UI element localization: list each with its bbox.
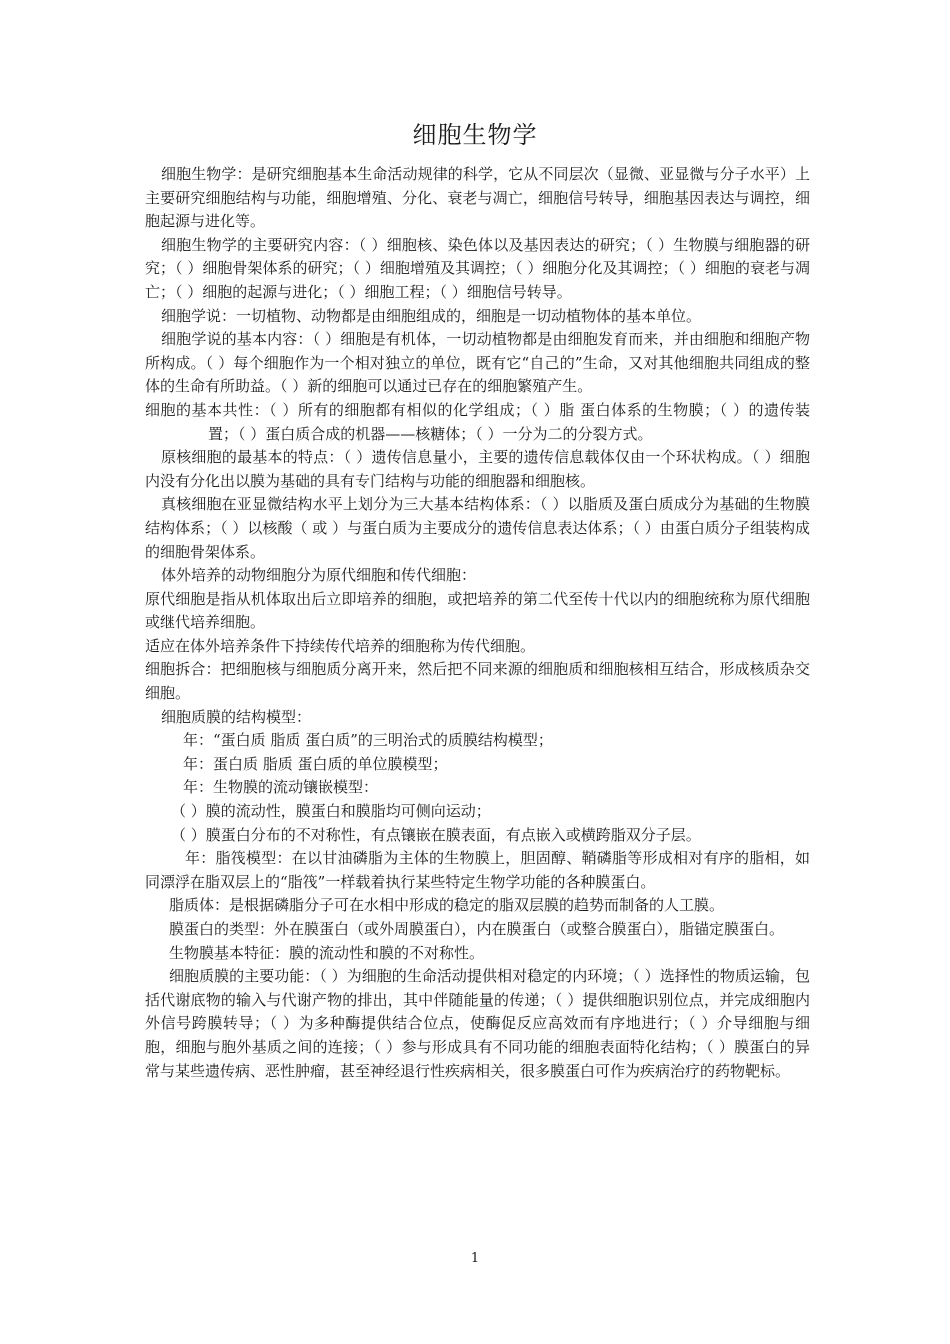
paragraph-membrane-models-heading: 细胞质膜的结构模型： xyxy=(161,707,312,726)
paragraph-primary-cells: 原代细胞是指从机体取出后立即培养的细胞，或把培养的第二代至传十代以内的细胞统称为原代细胞或继代培养细胞。 xyxy=(145,589,810,632)
list-item-unit-membrane-model: 年：蛋白质 脂质 蛋白质的单位膜模型； xyxy=(183,754,448,773)
paragraph-liposome: 脂质体：是根据磷脂分子可在水相中形成的稳定的脂双层膜的趋势而制备的人工膜。 xyxy=(169,896,725,915)
paragraph-common-features: 细胞的基本共性：（ ）所有的细胞都有相似的化学组成；（ ）脂 蛋白体系的生物膜；（ ）的遗传装置；（ ）蛋白质合成的机器——核糖体；（ ）一分为二的分裂方式。 xyxy=(145,400,810,443)
list-item-fluid-mosaic-model: 年：生物膜的流动镶嵌模型： xyxy=(183,778,379,797)
paragraph-cell-theory-contents: 细胞学说的基本内容：（ ）细胞是有机体，一切动植物都是由细胞发育而来，并由细胞和细胞产物所构成。（ ）每个细胞作为一个相对独立的单位，既有它“自己的”生命，又对其他细胞共同组成的整体的生命有所助益。（ ）新的细胞可以通过已存在的细胞繁殖产生。 xyxy=(145,330,810,396)
list-item-membrane-asymmetry: （ ）膜蛋白分布的不对称性，有点镶嵌在膜表面，有点嵌入或横跨脂双分子层。 xyxy=(171,825,701,844)
document-title: 细胞生物学 xyxy=(412,121,538,149)
paragraph-research-contents: 细胞生物学的主要研究内容：（ ）细胞核、染色体以及基因表达的研究；（ ）生物膜与细胞器的研究；（ ）细胞骨架体系的研究；（ ）细胞增殖及其调控；（ ）细胞分化及其调控；（ ）细胞的衰老与凋亡；（ ）细胞的起源与进化；（ ）细胞工程；（ ）细胞信号转导。 xyxy=(145,235,810,301)
paragraph-cultured-cells: 体外培养的动物细胞分为原代细胞和传代细胞： xyxy=(161,566,477,585)
list-item-membrane-fluidity: （ ）膜的流动性，膜蛋白和膜脂均可侧向运动； xyxy=(171,802,491,821)
document-body xyxy=(145,163,810,1083)
paragraph-eukaryote-systems: 真核细胞在亚显微结构水平上划分为三大基本结构体系：（ ）以脂质及蛋白质成分为基础的生物膜结构体系；（ ）以核酸（ 或 ）与蛋白质为主要成分的遗传信息表达体系；（ ）由蛋白质分子组装构成的细胞骨架体系。 xyxy=(145,495,810,561)
paragraph-membrane-characteristics: 生物膜基本特征：膜的流动性和膜的不对称性。 xyxy=(169,943,485,962)
paragraph-lipid-raft-model: 年：脂筏模型：在以甘油磷脂为主体的生物膜上，胆固醇、鞘磷脂等形成相对有序的脂相，如同漂浮在脂双层上的“脂筏”一样载着执行某些特定生物学功能的各种膜蛋白。 xyxy=(145,849,810,891)
paragraph-cell-biology-definition: 细胞生物学：是研究细胞基本生命活动规律的科学，它从不同层次（显微、亚显微与分子水平）上主要研究细胞结构与功能，细胞增殖、分化、衰老与凋亡，细胞信号转导，细胞基因表达与调控，细胞起源与进化等。 xyxy=(145,165,810,231)
paragraph-cell-theory: 细胞学说：一切植物、动物都是由细胞组成的，细胞是一切动植物体的基本单位。 xyxy=(161,306,702,325)
paragraph-prokaryote-features: 原核细胞的最基本的特点：（ ）遗传信息量小，主要的遗传信息载体仅由一个环状构成。（ ）细胞内没有分化出以膜为基础的具有专门结构与功能的细胞器和细胞核。 xyxy=(145,448,810,490)
paragraph-membrane-protein-types: 膜蛋白的类型：外在膜蛋白（或外周膜蛋白），内在膜蛋白（或整合膜蛋白），脂锚定膜蛋白。 xyxy=(169,920,785,938)
paragraph-membrane-functions: 细胞质膜的主要功能：（ ）为细胞的生命活动提供相对稳定的内环境；（ ）选择性的物质运输，包括代谢底物的输入与代谢产物的排出，其中伴随能量的传递；（ ）提供细胞识别位点，并完成细胞内外信号跨膜转导；（ ）为多种酶提供结合位点，使酶促反应高效而有序地进行；（ ）介导细胞与细胞，细胞与胞外基质之间的连接；（ ）参与形成具有不同功能的细胞表面特化结构；（ ）膜蛋白的异常与某些遗传病、恶性肿瘤，甚至神经退行性疾病相关，很多膜蛋白可作为疾病治疗的药物靶标。 xyxy=(145,967,810,1080)
page-number: 1 xyxy=(470,1251,480,1266)
list-item-sandwich-model: 年：“蛋白质 脂质 蛋白质”的三明治式的质膜结构模型； xyxy=(183,731,553,750)
paragraph-passaged-cells: 适应在体外培养条件下持续传代培养的细胞称为传代细胞。 xyxy=(145,636,536,655)
paragraph-cell-fusion: 细胞拆合：把细胞核与细胞质分离开来，然后把不同来源的细胞质和细胞核相互结合，形成核质杂交细胞。 xyxy=(145,660,810,703)
